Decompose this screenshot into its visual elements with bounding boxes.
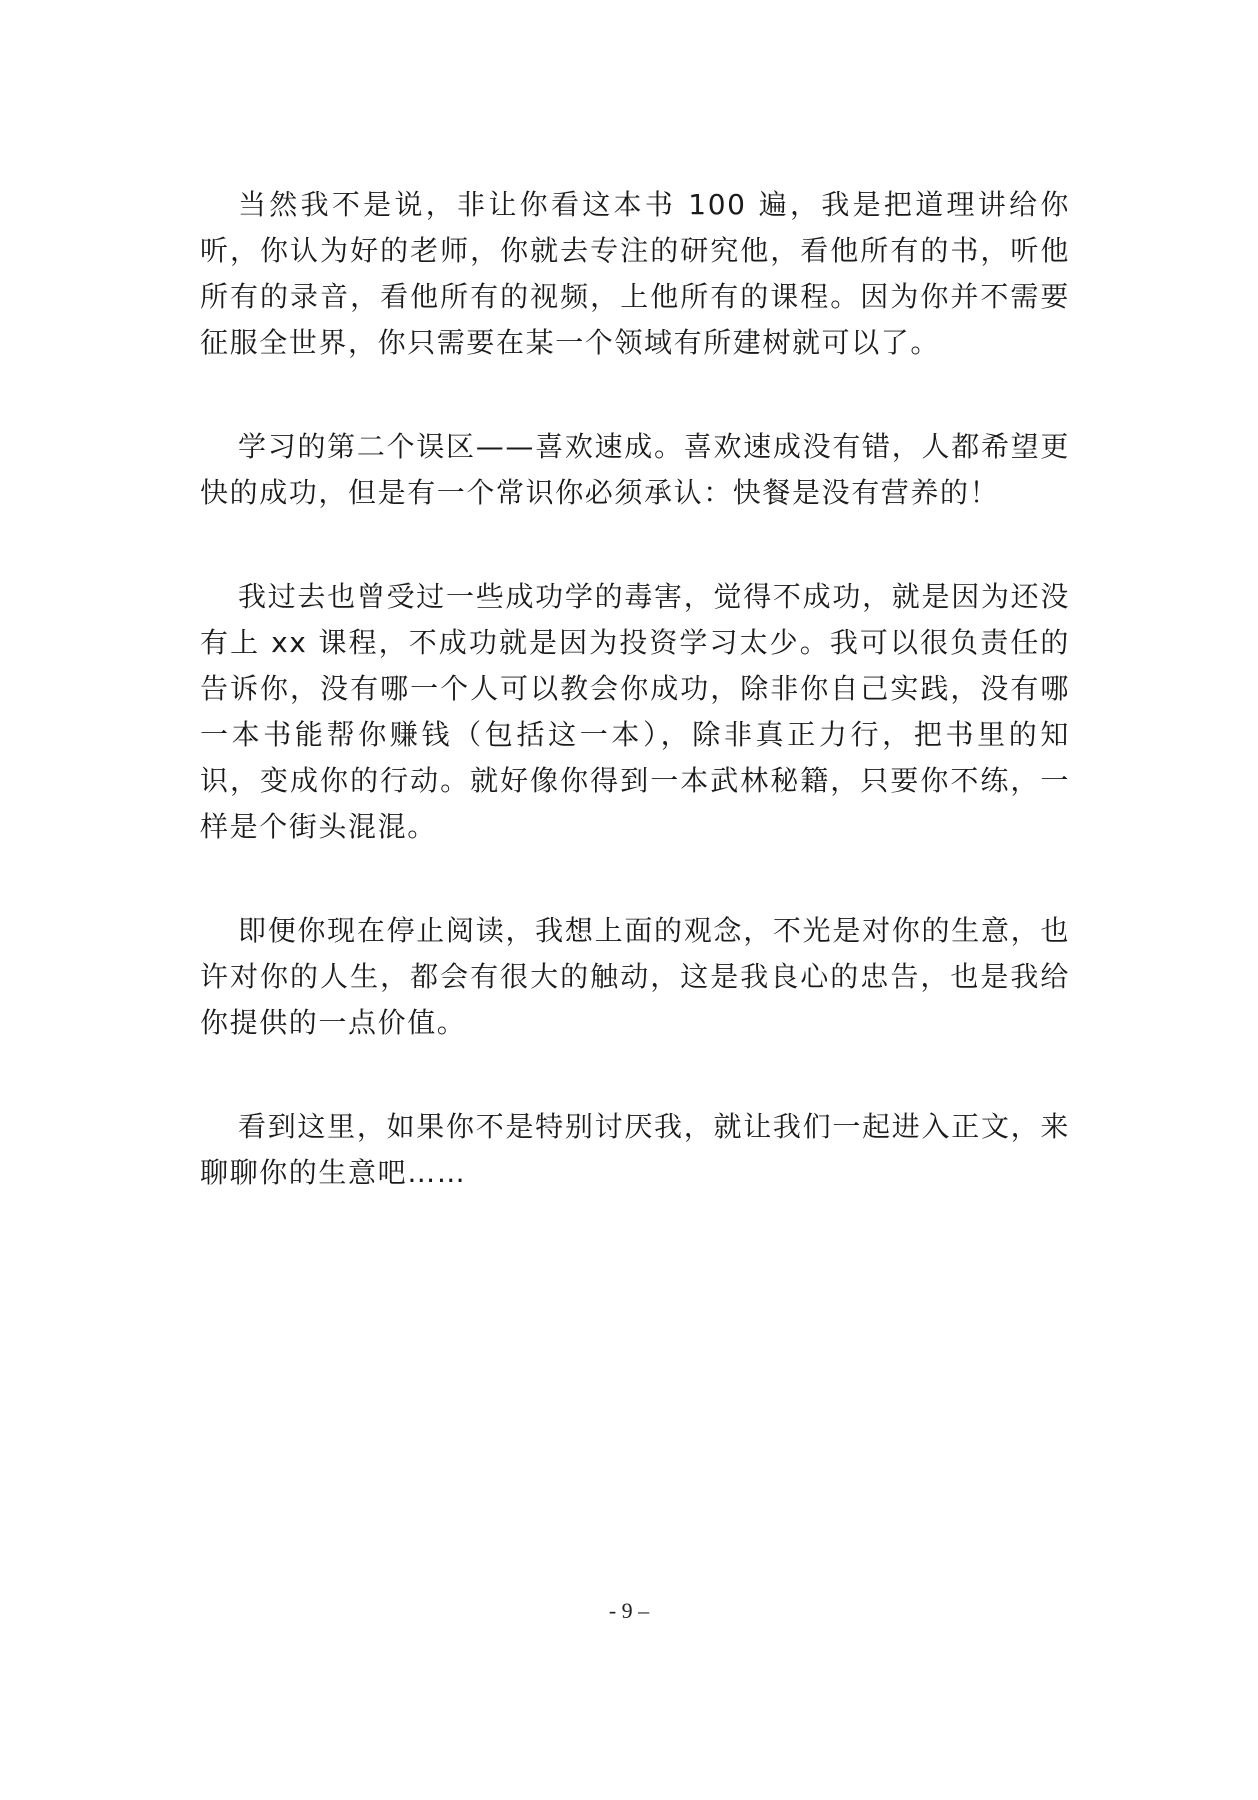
paragraph-4: 即便你现在停止阅读，我想上面的观念，不光是对你的生意，也许对你的人生，都会有很大的触动，这是我良心的忠告，也是我给你提供的一点价值。 xyxy=(200,914,1070,1039)
page-number: - 9 – xyxy=(608,1598,650,1623)
body-text xyxy=(200,182,1070,1254)
paragraph-2: 学习的第二个误区——喜欢速成。喜欢速成没有错，人都希望更快的成功，但是有一个常识你必须承认：快餐是没有营养的！ xyxy=(200,430,1070,509)
paragraph-1: 当然我不是说，非让你看这本书 100 遍，我是把道理讲给你听，你认为好的老师，你就去专注的研究他，看他所有的书，听他所有的录音，看他所有的视频，上他所有的课程。因为你并不需要征服全世界，你只需要在某一个领域有所建树就可以了。 xyxy=(200,188,1070,359)
paragraph-3: 我过去也曾受过一些成功学的毒害，觉得不成功，就是因为还没有上 xx 课程，不成功就是因为投资学习太少。我可以很负责任的告诉你，没有哪一个人可以教会你成功，除非你自己实践，没有哪一本书能帮你赚钱（包括这一本），除非真正力行，把书里的知识，变成你的行动。就好像你得到一本武林秘籍，只要你不练，一样是个街头混混。 xyxy=(200,580,1070,843)
paragraph-5: 看到这里，如果你不是特别讨厌我，就让我们一起进入正文，来聊聊你的生意吧…… xyxy=(200,1110,1070,1189)
